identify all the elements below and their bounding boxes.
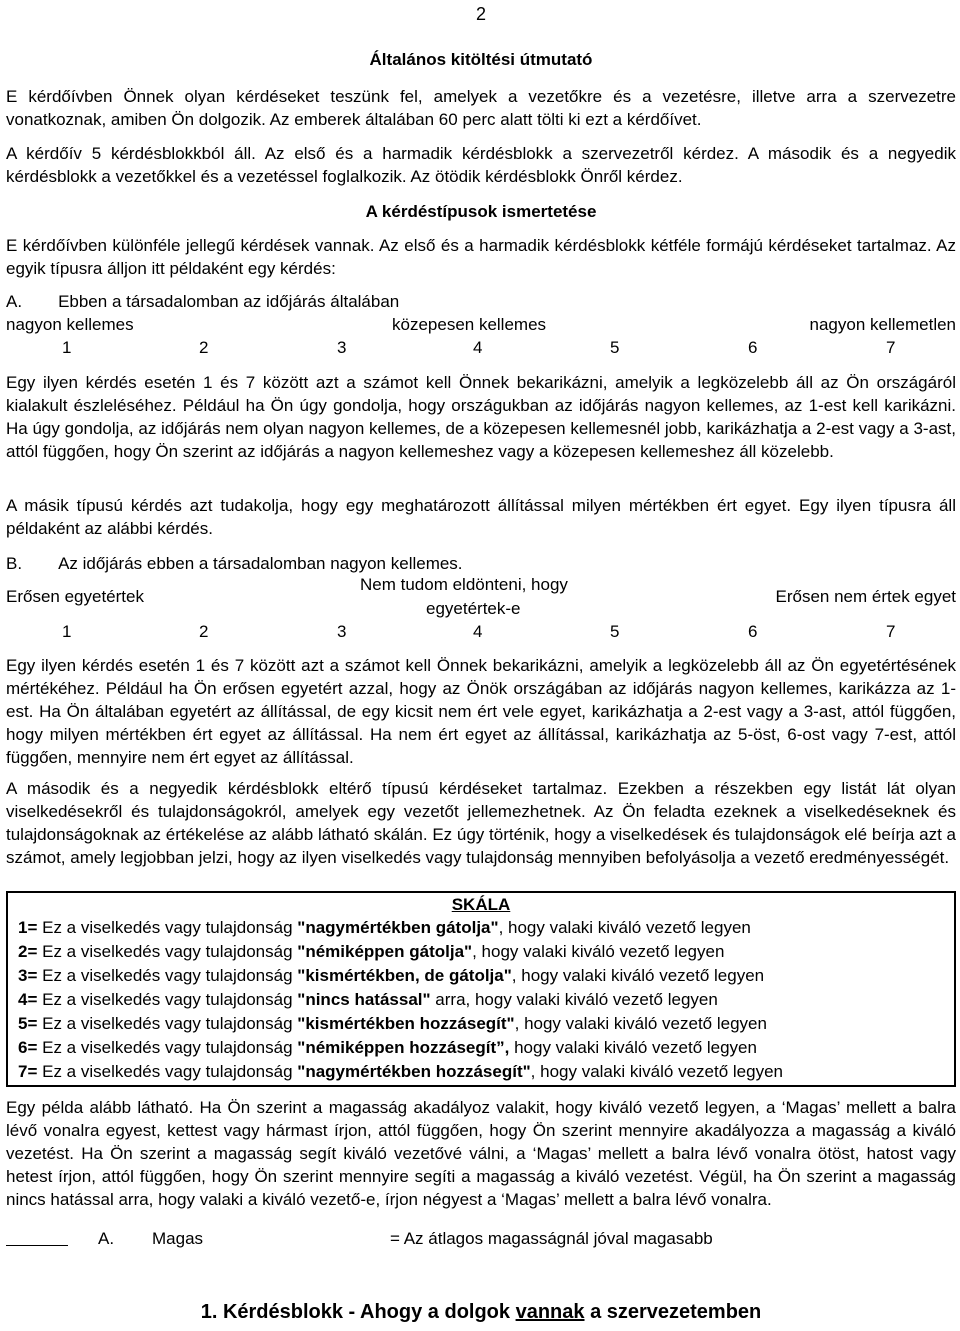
scale-item-text: arra, hogy valaki kiváló vezető legyen — [430, 990, 718, 1009]
scale-item-text: Ez a viselkedés vagy tulajdonság — [37, 918, 298, 937]
scale-item-text: Ez a viselkedés vagy tulajdonság — [37, 942, 298, 961]
example-b-question — [6, 552, 956, 575]
example-a-number: 2 — [199, 338, 209, 357]
example-a-scale-labels — [6, 313, 956, 337]
example-a-number: 7 — [886, 338, 896, 357]
intro-paragraph-2: A kérdőív 5 kérdésblokkból áll. Az első és a harmadik kérdésblokk a szervezetről kérdez. A második és a negyedik kérdésblokk a vezetőkkel és a vezetéssel foglalkozik. Az ötödik kérdésblokk Önről kérdez. — [6, 144, 956, 186]
scale-item-emphasis: "nincs hatással" — [297, 990, 431, 1009]
scale-item-text: Ez a viselkedés vagy tulajdonság — [37, 1038, 298, 1057]
scale-item — [18, 964, 764, 987]
scale-item — [18, 1036, 757, 1059]
example-item-word: Magas — [152, 1229, 204, 1248]
scale-item-text: , hogy valaki kiváló vezető legyen — [511, 966, 765, 985]
example-b-number: 2 — [199, 622, 209, 641]
example-a-number: 1 — [62, 338, 72, 357]
example-item-row — [6, 1227, 956, 1251]
example-b-letter: B. — [6, 554, 23, 573]
example-item-definition: = Az átlagos magasságnál jóval magasabb — [390, 1229, 713, 1248]
example-b-number: 3 — [337, 622, 347, 641]
scale-item — [18, 988, 718, 1011]
scale-item-emphasis: "nagymértékben gátolja" — [297, 918, 499, 937]
scale-item-number: 1= — [18, 918, 38, 937]
example-a-numbers — [6, 336, 956, 360]
example-a-number: 6 — [748, 338, 758, 357]
scale-item-number: 6= — [18, 1038, 38, 1057]
scale-item — [18, 916, 751, 939]
block-1-title-text: 1. Kérdésblokk - Ahogy a dolgok — [200, 1301, 516, 1323]
example-a-label-mid: közepesen kellemes — [392, 315, 547, 334]
section-subheading: A kérdéstípusok ismertetése — [365, 202, 597, 221]
scale-item-text: Ez a viselkedés vagy tulajdonság — [37, 1014, 298, 1033]
scale-item-emphasis: "kismértékben hozzásegít" — [297, 1014, 515, 1033]
scale-item — [18, 940, 724, 963]
scale-item-number: 4= — [18, 990, 38, 1009]
types-intro-paragraph: E kérdőívben különféle jellegű kérdések vannak. Az első és a harmadik kérdésblokk kétféle formájú kérdéseket tartalmaz. Az egyik típusra álljon itt példaként egy kérdés: — [6, 236, 956, 278]
scale-item-text: Ez a viselkedés vagy tulajdonság — [37, 1062, 298, 1081]
example-b-scale-labels — [6, 573, 956, 621]
example-a-label-left: nagyon kellemes — [6, 315, 134, 334]
example-a-label-right: nagyon kellemetlen — [809, 315, 956, 334]
example-a-question-text: Ebben a társadalomban az időjárás általában — [58, 292, 400, 311]
scale-item-emphasis: "némiképpen hozzásegít”, — [297, 1038, 510, 1057]
scale-item-text: Ez a viselkedés vagy tulajdonság — [37, 990, 298, 1009]
example-b-number: 4 — [473, 622, 483, 641]
example-b-number: 6 — [748, 622, 758, 641]
scale-item-text: Ez a viselkedés vagy tulajdonság — [37, 966, 298, 985]
example-a-question — [6, 290, 956, 313]
example-a-number: 4 — [473, 338, 483, 357]
example-b-label-mid-2: egyetértek-e — [426, 599, 521, 618]
scale-item-number: 7= — [18, 1062, 38, 1081]
example-b-number: 1 — [62, 622, 72, 641]
example-a-letter: A. — [6, 292, 23, 311]
scale-item-text: , hogy valaki kiváló vezető legyen — [514, 1014, 767, 1033]
scale-item-number: 3= — [18, 966, 38, 985]
example-b-number: 7 — [886, 622, 896, 641]
example-item-letter: A. — [98, 1229, 115, 1248]
example-b-number: 5 — [610, 622, 620, 641]
scale-item-text: , hogy valaki kiváló vezető legyen — [498, 918, 751, 937]
scale-item-text: , hogy valaki kiváló vezető legyen — [530, 1062, 783, 1081]
example-b-question-text: Az időjárás ebben a társadalomban nagyon kellemes. — [58, 554, 463, 573]
example-b-numbers — [6, 620, 956, 644]
scale-item-emphasis: "nagymértékben hozzásegít" — [297, 1062, 531, 1081]
example-a-explanation: Egy ilyen kérdés esetén 1 és 7 között azt a számot kell Önnek bekarikázni, amelyik a legközelebb áll az Ön országáról kialakult észleléséhez. Például ha Ön úgy gondolja, hogy országukban az időjárás nagyon kellemes, az 1-est kell karikázni. Ha úgy gondolja, az időjárás nem olyan nagyon kellemes, de a közepesen kellemesnél jobb, karikázhatja a 2-est vagy a 3-ast, attól függően, hogy Ön szerint az időjárás a nagyon kellemeshez vagy a közepesen kellemeshez áll közelebb. — [6, 373, 956, 461]
example-a-number: 5 — [610, 338, 620, 357]
page-number: 2 — [476, 4, 487, 24]
other-type-paragraph: A másik típusú kérdés azt tudakolja, hogy egy meghatározott állítással milyen mértékben ért egyet. Egy ilyen típusra áll példaként az alábbi kérdés. — [6, 496, 956, 538]
example-b-label-mid-1: Nem tudom eldönteni, hogy — [360, 575, 568, 594]
example-b-explanation: Egy ilyen kérdés esetén 1 és 7 között azt a számot kell Önnek bekarikázni, amelyik a legközelebb áll az Ön egyetértésének mértékéhez. Például ha Ön erősen egyetért azzal, hogy az Önök országában az időjárás nagyon kellemes, karikázza az 1-est. Ha Ön általában egyetért az állítással, de egy kicsit nem ért vele egyet, karikázhatja a 2-est vagy a 3-ast, attól függően, hogy milyen mértékben ért egyet az állítással. Ha nem ért egyet az állítással, karikázhatja az 5-öst, 6-ost vagy 7-est, attól függően, mennyire nem ért egyet az állítással. — [6, 656, 956, 767]
scale-item — [18, 1060, 783, 1083]
document-title: Általános kitöltési útmutató — [369, 50, 593, 69]
scale-item — [18, 1012, 767, 1035]
scale-item-emphasis: "némiképpen gátolja" — [297, 942, 473, 961]
scale-item-number: 5= — [18, 1014, 38, 1033]
scale-title: SKÁLA — [451, 895, 511, 914]
scale-item-emphasis: "kismértékben, de gátolja" — [297, 966, 512, 985]
block-1-title-underlined: vannak — [515, 1301, 585, 1323]
scale-item-text: , hogy valaki kiváló vezető legyen — [472, 942, 725, 961]
scale-box — [6, 891, 956, 1087]
example-b-label-left: Erősen egyetértek — [6, 587, 144, 606]
block-1-title-text: a szervezetemben — [584, 1301, 762, 1323]
scale-item-number: 2= — [18, 942, 38, 961]
example-a-number: 3 — [337, 338, 347, 357]
block-2-4-paragraph: A második és a negyedik kérdésblokk eltérő típusú kérdéseket tartalmaz. Ezekben a részekben egy listát lát olyan viselkedésekről és tulajdonságokról, amelyek egy vezetőt jellemezhetnek. Az Ön feladta ezeknek a viselkedéseknek és tulajdonságoknak az értékelése az alább látható skálán. Ez úgy történik, hogy a viselkedések és tulajdonságok elé beírja azt a számot, amely legjobban jelzi, hogy az ilyen viselkedés vagy tulajdonság mennyiben befolyásolja a vezető eredményességét. — [6, 779, 956, 867]
example-explanation-paragraph: Egy példa alább látható. Ha Ön szerint a magasság akadályoz valakit, hogy kiváló vezető legyen, a ‘Magas’ mellett a balra lévő vonalra egyest, kettest vagy hármast írjon, attól függően, hogy Ön szerint mennyire akadályozza a magasság a kiváló vezetést. Ha Ön szerint a magasság segít kiváló vezetővé válni, a ‘Magas’ mellett a balra lévő vonalra ötöst, hatost vagy hetest írjon, attól függően, hogy Ön szerint mennyire segíti a magasság a kiváló vezetést. Végül, ha Ön szerint a magasság nincs hatással arra, hogy valaki a kiváló vezető-e, írjon négyest a ‘Magas’ mellett a balra lévő vonalra. — [6, 1098, 956, 1209]
scale-item-text: hogy valaki kiváló vezető legyen — [509, 1038, 757, 1057]
example-b-label-right: Erősen nem értek egyet — [775, 587, 956, 606]
intro-paragraph-1: E kérdőívben Önnek olyan kérdéseket teszünk fel, amelyek a vezetőkre és a vezetésre, illetve arra a szervezetre vonatkoznak, amiben Ön dolgozik. Az emberek általában 60 perc alatt tölti ki ezt a kérdőívet. — [6, 87, 956, 129]
block-1-title — [6, 1301, 956, 1324]
